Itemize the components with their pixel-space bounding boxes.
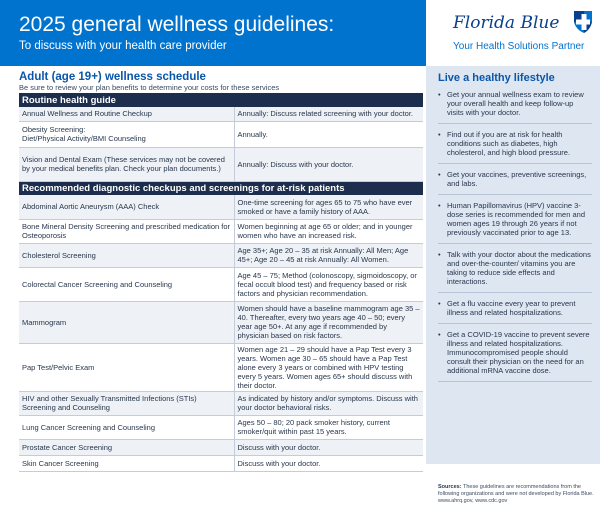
tip-item: • Get a flu vaccine every year to prevent illness and related hospitalizations. [438, 299, 592, 324]
cross-shield-logo-icon [572, 10, 594, 34]
guidance-cell: Annually: Discuss with your doctor. [234, 147, 423, 181]
table-row [19, 267, 423, 301]
table-row [19, 391, 423, 415]
section-header [19, 181, 423, 195]
guidance-cell: Annually. [234, 121, 423, 147]
sources-text: These guidelines are recommendations from the following organizations and were not developed by Florida Blue. www.ahrq.gov, www.cdc.gov [438, 484, 594, 504]
sidebar-title: Live a healthy lifestyle [438, 72, 555, 84]
service-cell: Prostate Cancer Screening [19, 439, 234, 455]
service-cell: Lung Cancer Screening and Counseling [19, 415, 234, 439]
guidance-cell: Women should have a baseline mammogram age 35 – 40. Thereafter, every two years age 40 – 50; every year age 50+. At any age if recommended by physician based on risk factors. [234, 301, 423, 343]
lifestyle-sidebar [426, 66, 600, 504]
brand-block [426, 0, 600, 66]
service-cell: Obesity Screening: Diet/Physical Activity/BMI Counseling [19, 121, 234, 147]
service-cell: Bone Mineral Density Screening and prescribed medication for Osteoporosis [19, 219, 234, 243]
guidance-cell: Age 45 – 75; Method (colonoscopy, sigmoidoscopy, or fecal occult blood test) and frequency based or risk factors and physician recommendation. [234, 267, 423, 301]
schedule-title: Adult (age 19+) wellness schedule [19, 71, 206, 83]
service-cell: HIV and other Sexually Transmitted Infections (STIs) Screening and Counseling [19, 391, 234, 415]
table-row [19, 343, 423, 391]
tip-item: • Get your annual wellness exam to review your overall health and keep follow-up visits with your doctor. [438, 90, 592, 124]
schedule-table [19, 93, 423, 472]
table-row [19, 121, 423, 147]
table-row [19, 219, 423, 243]
section-heading: Recommended diagnostic checkups and screenings for at-risk patients [19, 181, 423, 195]
service-cell: Annual Wellness and Routine Checkup [19, 107, 234, 121]
guidance-cell: Discuss with your doctor. [234, 439, 423, 455]
table-row [19, 195, 423, 219]
tip-item: • Get your vaccines, preventive screenings, and labs. [438, 170, 592, 195]
page-subtitle: To discuss with your health care provider [19, 40, 227, 52]
guidance-cell: Women age 21 – 29 should have a Pap Test every 3 years. Women age 30 – 65 should have a Pap Test alone every 3 years or combined with HPV testing every 5 years. Women ages 65+ should discuss with their doctor. [234, 343, 423, 391]
brand-tagline: Your Health Solutions Partner [453, 41, 585, 52]
table-row [19, 243, 423, 267]
sources-label: Sources: [438, 484, 462, 490]
schedule-panel [19, 70, 423, 472]
guidance-cell: Discuss with your doctor. [234, 455, 423, 471]
guidance-cell: As indicated by history and/or symptoms. Discuss with your doctor behavioral risks. [234, 391, 423, 415]
service-cell: Colorectal Cancer Screening and Counseling [19, 267, 234, 301]
tips-list [438, 90, 592, 388]
service-cell: Mammogram [19, 301, 234, 343]
section-header [19, 93, 423, 107]
tip-item: • Talk with your doctor about the medications and over-the-counter/ vitamins you are taking to reduce side effects and interactions. [438, 250, 592, 293]
tip-item: • Find out if you are at risk for health conditions such as diabetes, high cholesterol, and high blood pressure. [438, 130, 592, 164]
service-cell: Skin Cancer Screening [19, 455, 234, 471]
sources-note [438, 484, 596, 505]
guidance-cell: Ages 50 – 80; 20 pack smoker history, current smoker/quit within past 15 years. [234, 415, 423, 439]
tip-item: • Get a COVID-19 vaccine to prevent severe illness and related hospitalizations. Immunocompromised people should consult their physician on the need for an additional mRNA vaccine dose. [438, 330, 592, 382]
table-row [19, 455, 423, 471]
table-row [19, 415, 423, 439]
service-cell: Pap Test/Pelvic Exam [19, 343, 234, 391]
table-row [19, 439, 423, 455]
guidance-cell: One-time screening for ages 65 to 75 who have ever smoked or have a family history of AAA. [234, 195, 423, 219]
service-cell: Cholesterol Screening [19, 243, 234, 267]
service-cell: Abdominal Aortic Aneurysm (AAA) Check [19, 195, 234, 219]
tip-item: • Human Papillomavirus (HPV) vaccine 3-dose series is recommended for men and women ages 19 through 26 years if not previously vaccinated prior to age 13. [438, 201, 592, 244]
section-heading: Routine health guide [19, 93, 423, 107]
table-row [19, 147, 423, 181]
service-cell: Vision and Dental Exam (These services may not be covered by your medical benefits plan. Check your plan documents.) [19, 147, 234, 181]
page-header [0, 0, 426, 66]
table-row [19, 107, 423, 121]
guidance-cell: Annually: Discuss related screening with your doctor. [234, 107, 423, 121]
guidance-cell: Women beginning at age 65 or older; and in younger women who have an increased risk. [234, 219, 423, 243]
guidance-cell: Age 35+; Age 20 – 35 at risk Annually: All Men; Age 45+; Age 20 – 45 at risk Annually: All Women. [234, 243, 423, 267]
table-row [19, 301, 423, 343]
brand-logo-text: Florida Blue [453, 13, 560, 33]
page-title: 2025 general wellness guidelines: [19, 13, 335, 36]
schedule-note: Be sure to review your plan benefits to determine your costs for these services [19, 83, 280, 92]
